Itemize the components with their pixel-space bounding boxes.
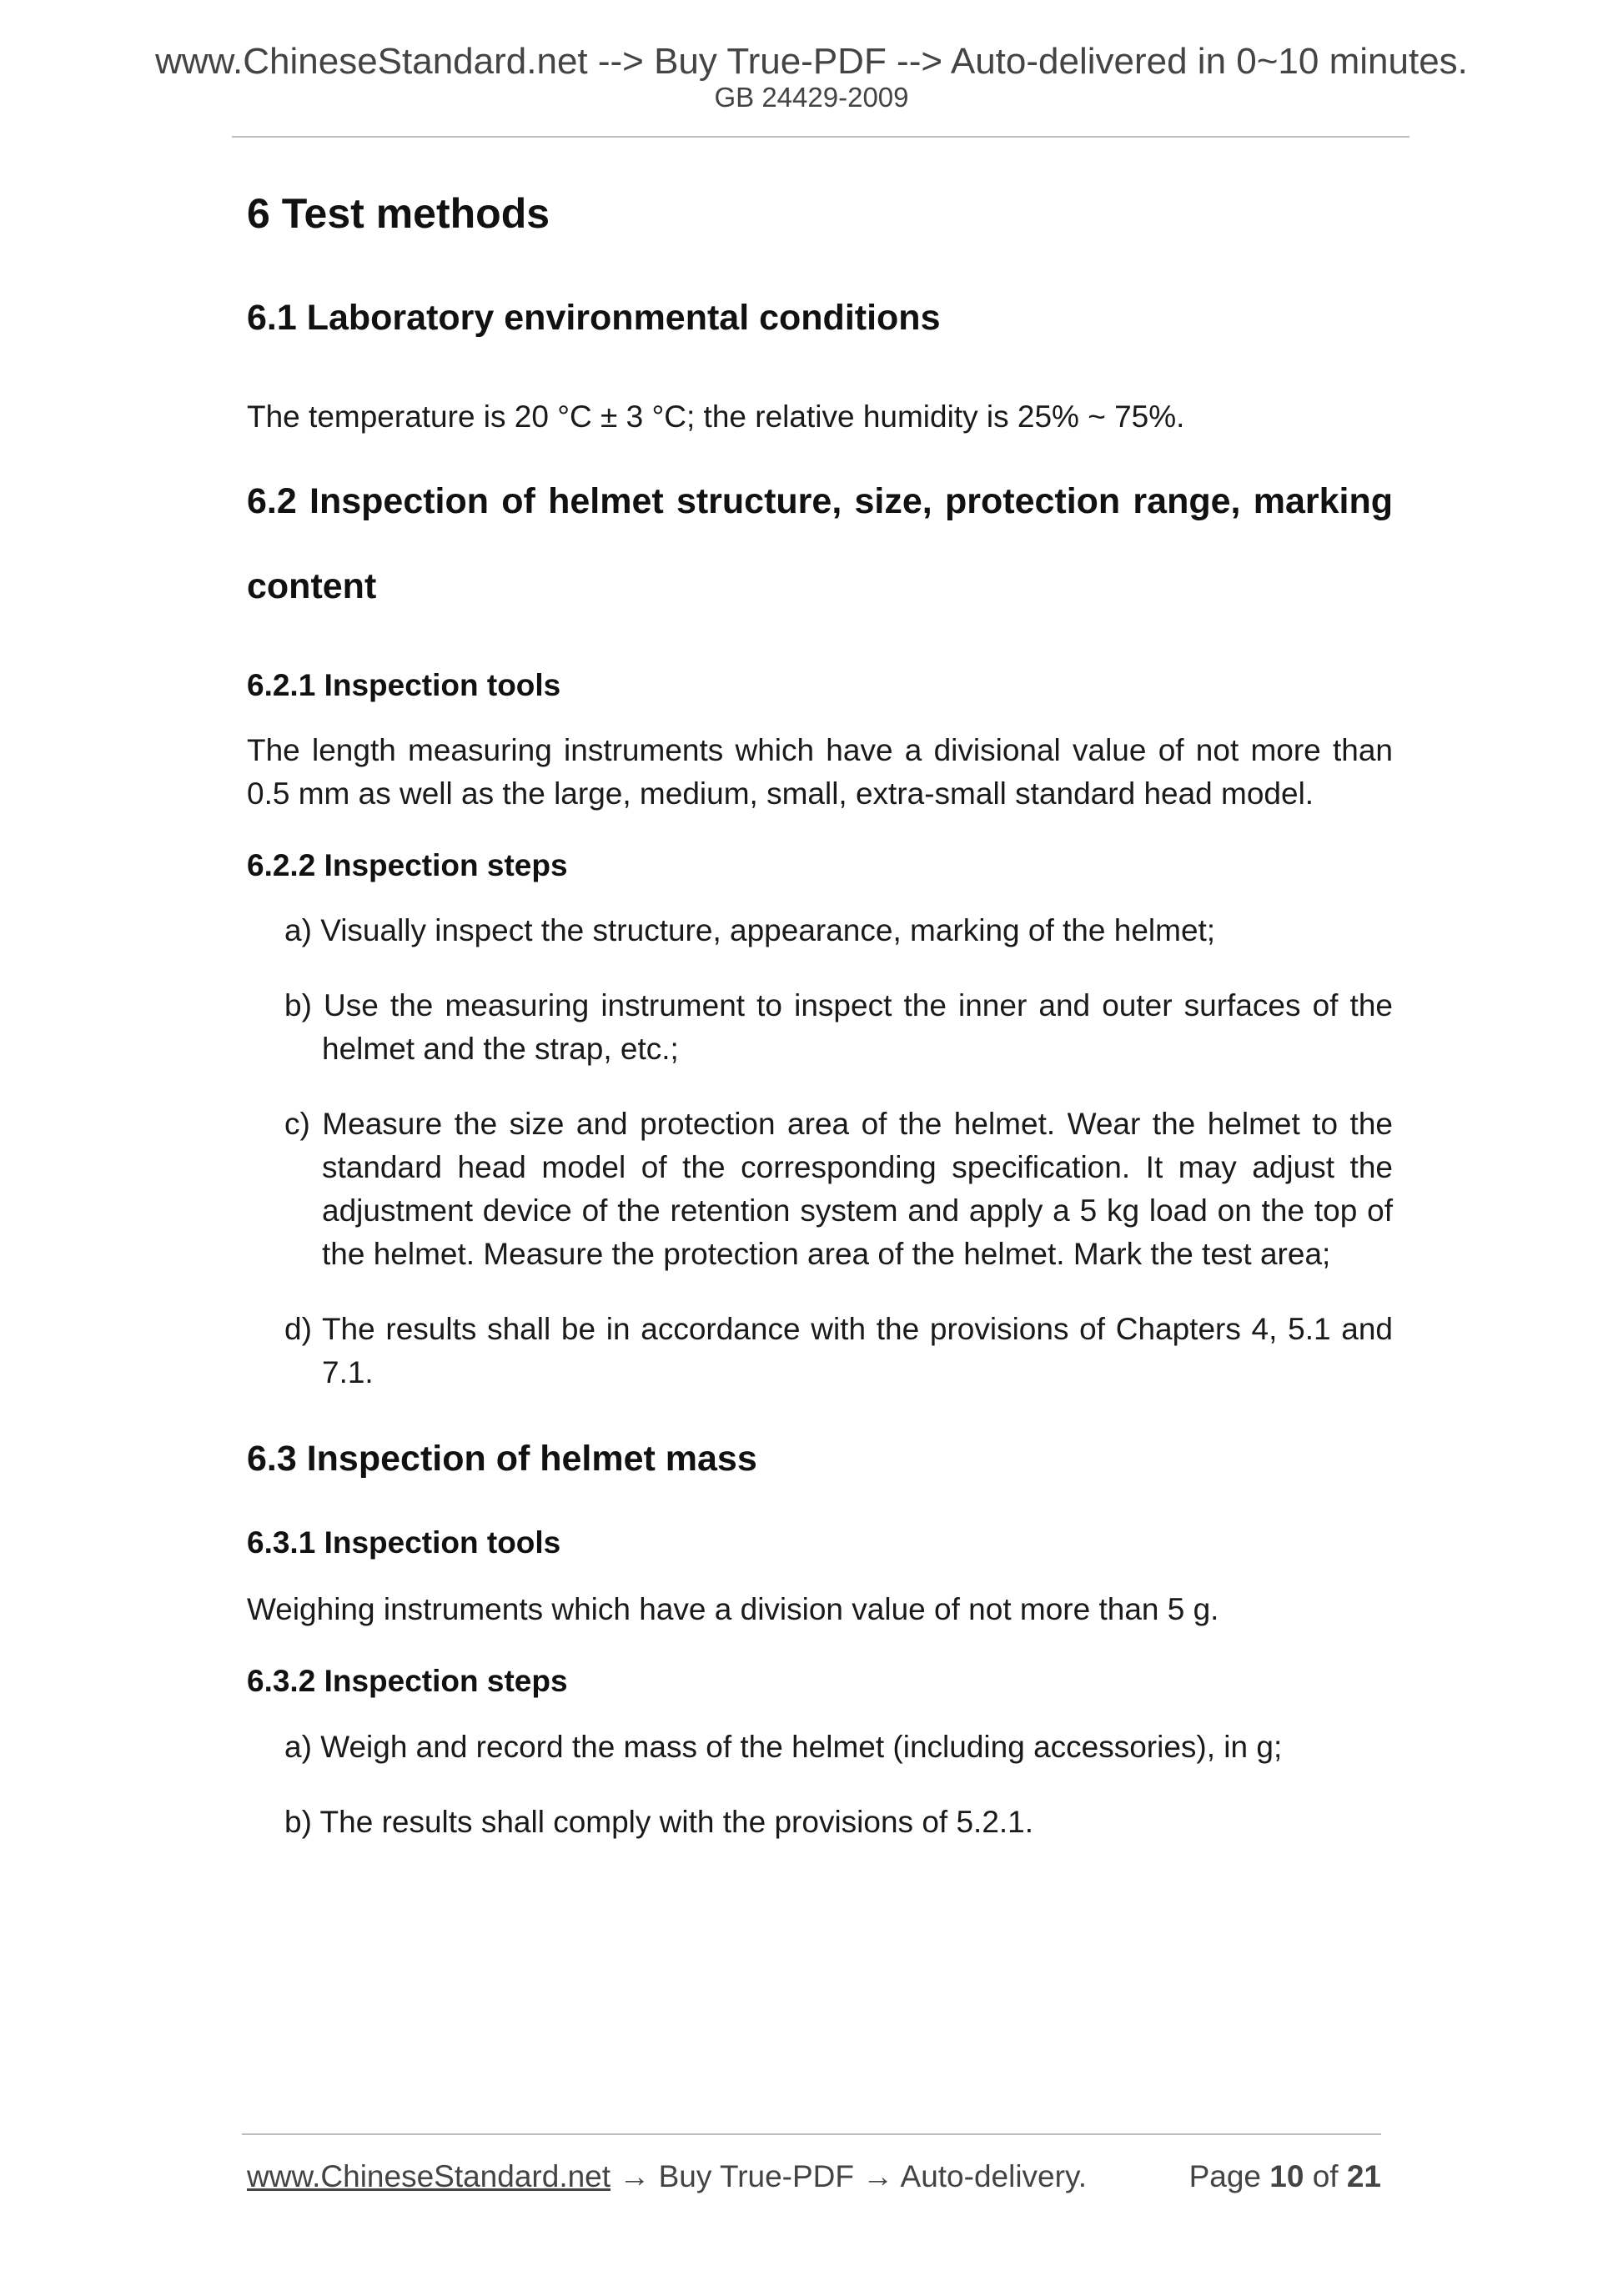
- list-item-text: Use the measuring instrument to inspect the inner and outer surfaces of the helmet and the strap, etc.;: [322, 988, 1393, 1067]
- section-6-3-1-text: Weighing instruments which have a division value of not more than 5 g.: [247, 1592, 1219, 1627]
- list-item-label: b): [284, 988, 312, 1023]
- of-word: of: [1312, 2159, 1339, 2193]
- list-item-text: The results shall be in accordance with the provisions of Chapters 4, 5.1 and 7.1.: [321, 1312, 1393, 1390]
- list-item-text: Visually inspect the structure, appearance, marking of the helmet;: [320, 913, 1216, 948]
- section-6-1-title: 6.1 Laboratory environmental conditions: [247, 298, 941, 338]
- list-item: [247, 909, 1393, 952]
- list-item-label: a): [284, 913, 312, 948]
- document-id: GB 24429-2009: [714, 82, 909, 113]
- list-item-label: c): [284, 1107, 310, 1142]
- list-item-label: b): [284, 1804, 312, 1839]
- section-6-3-title: 6.3 Inspection of helmet mass: [247, 1439, 757, 1480]
- list-item: [247, 1308, 1393, 1394]
- footer-tagline: → Buy True-PDF → Auto-delivery.: [611, 2159, 1087, 2193]
- list-item: [247, 1726, 1393, 1769]
- header-divider: [232, 136, 1409, 138]
- list-item-text: Measure the size and protection area of the helmet. Wear the helmet to the standard head model of the corresponding specification. It may adjust the adjustment device of the retention system and apply a 5 kg load on the top of the helmet. Measure the protection area of the helmet. Mark the test area;: [322, 1107, 1393, 1272]
- section-6-title: 6 Test methods: [247, 190, 550, 237]
- footer-site-link[interactable]: www.ChineseStandard.net: [247, 2159, 611, 2193]
- list-item: [247, 984, 1393, 1071]
- page-total: 21: [1346, 2159, 1381, 2193]
- section-6-2-1-text: The length measuring instruments which have a divisional value of not more than 0.5 mm as well as the large, medium, small, extra-small standard head model.: [247, 732, 1393, 811]
- footer-divider: [242, 2133, 1381, 2135]
- page-content: [247, 188, 1393, 1876]
- section-6-2-1-title: 6.2.1 Inspection tools: [247, 667, 561, 702]
- list-item-text: The results shall comply with the provisions of 5.2.1.: [319, 1804, 1034, 1839]
- footer-left: [247, 2158, 1087, 2195]
- section-6-2-title: 6.2 Inspection of helmet structure, size, protection range, marking content: [247, 480, 1393, 606]
- list-item-label: d): [284, 1312, 312, 1347]
- list-item-text: Weigh and record the mass of the helmet (including accessories), in g;: [320, 1729, 1283, 1764]
- inspection-steps-list: [247, 909, 1393, 1394]
- mass-steps-list: [247, 1726, 1393, 1844]
- section-6-1-text: The temperature is 20 °C ± 3 °C; the relative humidity is 25% ~ 75%.: [247, 399, 1185, 434]
- section-6-3-1-title: 6.3.1 Inspection tools: [247, 1525, 561, 1560]
- list-item: [247, 1801, 1393, 1844]
- list-item: [247, 1103, 1393, 1276]
- list-item-label: a): [284, 1729, 312, 1764]
- section-6-3-2-title: 6.3.2 Inspection steps: [247, 1664, 568, 1699]
- section-6-2-2-title: 6.2.2 Inspection steps: [247, 847, 568, 882]
- page-indicator: [1189, 2158, 1381, 2195]
- page-word: Page: [1188, 2159, 1261, 2193]
- header-banner: www.ChineseStandard.net --> Buy True-PDF --> Auto-delivered in 0~10 minutes.: [155, 41, 1468, 82]
- page-current: 10: [1269, 2159, 1304, 2193]
